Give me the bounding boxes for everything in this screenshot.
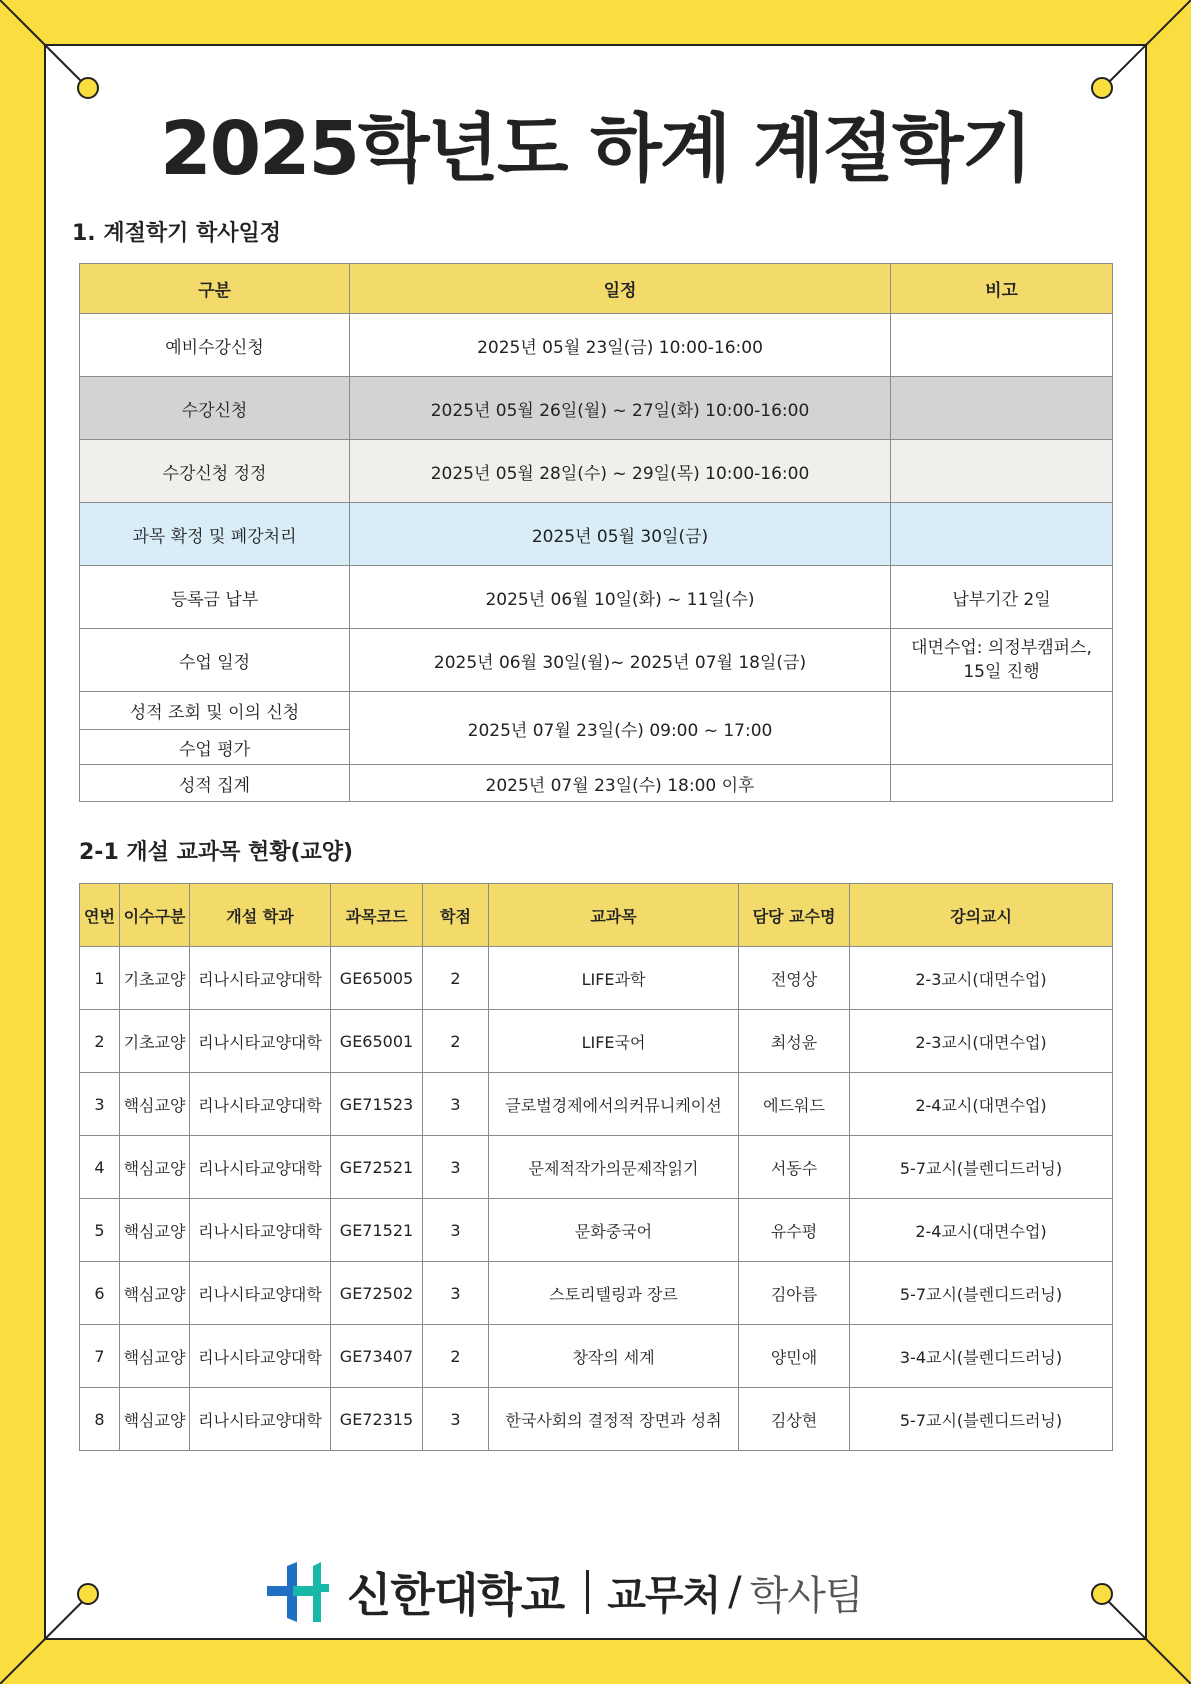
schedule-header-row <box>80 264 1113 314</box>
course-index: 4 <box>80 1136 120 1199</box>
schedule-category: 수업 일정 <box>80 629 350 692</box>
course-period: 5-7교시(블렌디드러닝) <box>850 1136 1113 1199</box>
schedule-note <box>891 629 1113 692</box>
schedule-note <box>891 314 1113 377</box>
course-department: 리나시타교양대학 <box>190 1325 331 1388</box>
course-index: 3 <box>80 1073 120 1136</box>
course-title: 창작의 세계 <box>489 1325 739 1388</box>
course-credits: 3 <box>423 1073 489 1136</box>
team-name: 학사팀 <box>749 1572 863 1619</box>
schedule-category: 등록금 납부 <box>80 566 350 629</box>
schedule-note <box>891 692 1113 765</box>
schedule-date: 2025년 05월 30일(금) <box>350 503 891 566</box>
course-title: 글로벌경제에서의커뮤니케이션 <box>489 1073 739 1136</box>
course-period: 5-7교시(블렌디드러닝) <box>850 1262 1113 1325</box>
schedule-note <box>891 765 1113 802</box>
course-index: 7 <box>80 1325 120 1388</box>
courses-header-cell: 연번 <box>80 884 120 947</box>
header-schedule: 일정 <box>350 264 891 314</box>
course-credits: 3 <box>423 1136 489 1199</box>
course-period: 3-4교시(블렌디드러닝) <box>850 1325 1113 1388</box>
schedule-note <box>891 440 1113 503</box>
footer-slash: / <box>728 1569 742 1615</box>
schedule-date: 2025년 06월 10일(화) ~ 11일(수) <box>350 566 891 629</box>
course-title: 스토리텔링과 장르 <box>489 1262 739 1325</box>
courses-header-cell: 강의교시 <box>850 884 1113 947</box>
schedule-category: 예비수강신청 <box>80 314 350 377</box>
footer <box>263 1560 863 1624</box>
course-code: GE72521 <box>331 1136 423 1199</box>
course-professor: 서동수 <box>739 1136 850 1199</box>
footer-divider <box>586 1570 589 1614</box>
schedule-note-line: 15일 진행 <box>963 662 1040 682</box>
schedule-row <box>80 314 1113 377</box>
course-period: 2-3교시(대면수업) <box>850 1010 1113 1073</box>
schedule-date: 2025년 06월 30일(월)~ 2025년 07월 18일(금) <box>350 629 891 692</box>
university-logo-icon <box>263 1562 333 1622</box>
course-row <box>80 1325 1113 1388</box>
course-code: GE65005 <box>331 947 423 1010</box>
courses-header-cell: 과목코드 <box>331 884 423 947</box>
course-credits: 3 <box>423 1262 489 1325</box>
course-row <box>80 1136 1113 1199</box>
schedule-date: 2025년 07월 23일(수) 18:00 이후 <box>350 765 891 802</box>
courses-header-cell: 담당 교수명 <box>739 884 850 947</box>
course-index: 5 <box>80 1199 120 1262</box>
courses-header-cell: 교과목 <box>489 884 739 947</box>
courses-table <box>79 883 1113 1451</box>
schedule-date: 2025년 05월 23일(금) 10:00-16:00 <box>350 314 891 377</box>
course-title: LIFE국어 <box>489 1010 739 1073</box>
schedule-row <box>80 377 1113 440</box>
schedule-row <box>80 440 1113 503</box>
course-period: 2-4교시(대면수업) <box>850 1199 1113 1262</box>
courses-body <box>80 947 1113 1451</box>
schedule-note <box>891 377 1113 440</box>
course-professor: 에드워드 <box>739 1073 850 1136</box>
course-title: 문제적작가의문제작읽기 <box>489 1136 739 1199</box>
schedule-date: 2025년 05월 26일(월) ~ 27일(화) 10:00-16:00 <box>350 377 891 440</box>
grommet-bottom-right <box>1091 1583 1113 1605</box>
courses-section-heading: 2-1 개설 교과목 현황(교양) <box>79 840 354 865</box>
course-department: 리나시타교양대학 <box>190 1388 331 1451</box>
course-title: 한국사회의 결정적 장면과 성취 <box>489 1388 739 1451</box>
schedule-row <box>80 566 1113 629</box>
schedule-category: 과목 확정 및 폐강처리 <box>80 503 350 566</box>
course-code: GE71523 <box>331 1073 423 1136</box>
department-name: 교무처 <box>607 1572 721 1619</box>
course-period: 2-3교시(대면수업) <box>850 947 1113 1010</box>
course-row <box>80 1073 1113 1136</box>
course-period: 5-7교시(블렌디드러닝) <box>850 1388 1113 1451</box>
courses-header-row <box>80 884 1113 947</box>
schedule-section-heading: 1. 계절학기 학사일정 <box>72 221 281 246</box>
schedule-category: 성적 집계 <box>80 765 350 802</box>
schedule-category: 수강신청 정정 <box>80 440 350 503</box>
course-professor: 김아름 <box>739 1262 850 1325</box>
schedule-row <box>80 503 1113 566</box>
course-index: 8 <box>80 1388 120 1451</box>
course-department: 리나시타교양대학 <box>190 1199 331 1262</box>
course-code: GE71521 <box>331 1199 423 1262</box>
course-title: LIFE과학 <box>489 947 739 1010</box>
course-credits: 2 <box>423 1010 489 1073</box>
schedule-category: 성적 조회 및 이의 신청 <box>80 692 350 730</box>
course-index: 2 <box>80 1010 120 1073</box>
course-credits: 3 <box>423 1199 489 1262</box>
course-row <box>80 947 1113 1010</box>
course-credits: 3 <box>423 1388 489 1451</box>
page-title: 2025학년도 하계 계절학기 <box>160 106 1031 192</box>
course-professor: 유수평 <box>739 1199 850 1262</box>
course-department: 리나시타교양대학 <box>190 1010 331 1073</box>
course-type: 핵심교양 <box>120 1199 190 1262</box>
schedule-row <box>80 629 1113 692</box>
schedule-category: 수업 평가 <box>80 730 350 765</box>
schedule-table <box>79 263 1113 802</box>
course-title: 문화중국어 <box>489 1199 739 1262</box>
schedule-date: 2025년 05월 28일(수) ~ 29일(목) 10:00-16:00 <box>350 440 891 503</box>
course-department: 리나시타교양대학 <box>190 1136 331 1199</box>
schedule-note: 납부기간 2일 <box>891 566 1113 629</box>
courses-header-cell: 개설 학과 <box>190 884 331 947</box>
schedule-note <box>891 503 1113 566</box>
university-name: 신한대학교 <box>347 1568 565 1622</box>
course-type: 핵심교양 <box>120 1325 190 1388</box>
course-department: 리나시타교양대학 <box>190 1073 331 1136</box>
header-note: 비고 <box>891 264 1113 314</box>
course-row <box>80 1388 1113 1451</box>
schedule-note-line: 대면수업: 의정부캠퍼스, <box>911 638 1092 658</box>
schedule-row <box>80 692 1113 730</box>
grommet-bottom-left <box>77 1583 99 1605</box>
course-type: 핵심교양 <box>120 1388 190 1451</box>
courses-header-cell: 학점 <box>423 884 489 947</box>
course-row <box>80 1262 1113 1325</box>
course-index: 6 <box>80 1262 120 1325</box>
course-type: 핵심교양 <box>120 1073 190 1136</box>
course-professor: 김상현 <box>739 1388 850 1451</box>
course-credits: 2 <box>423 947 489 1010</box>
course-professor: 최성윤 <box>739 1010 850 1073</box>
course-type: 기초교양 <box>120 947 190 1010</box>
course-type: 핵심교양 <box>120 1262 190 1325</box>
course-code: GE73407 <box>331 1325 423 1388</box>
courses-header-cell: 이수구분 <box>120 884 190 947</box>
course-code: GE65001 <box>331 1010 423 1073</box>
course-department: 리나시타교양대학 <box>190 1262 331 1325</box>
course-professor: 양민애 <box>739 1325 850 1388</box>
header-category: 구분 <box>80 264 350 314</box>
course-department: 리나시타교양대학 <box>190 947 331 1010</box>
course-row <box>80 1199 1113 1262</box>
course-professor: 전영상 <box>739 947 850 1010</box>
course-index: 1 <box>80 947 120 1010</box>
course-type: 핵심교양 <box>120 1136 190 1199</box>
course-type: 기초교양 <box>120 1010 190 1073</box>
course-code: GE72502 <box>331 1262 423 1325</box>
course-code: GE72315 <box>331 1388 423 1451</box>
schedule-category: 수강신청 <box>80 377 350 440</box>
schedule-date: 2025년 07월 23일(수) 09:00 ~ 17:00 <box>350 692 891 765</box>
schedule-row <box>80 765 1113 802</box>
course-period: 2-4교시(대면수업) <box>850 1073 1113 1136</box>
course-row <box>80 1010 1113 1073</box>
course-credits: 2 <box>423 1325 489 1388</box>
